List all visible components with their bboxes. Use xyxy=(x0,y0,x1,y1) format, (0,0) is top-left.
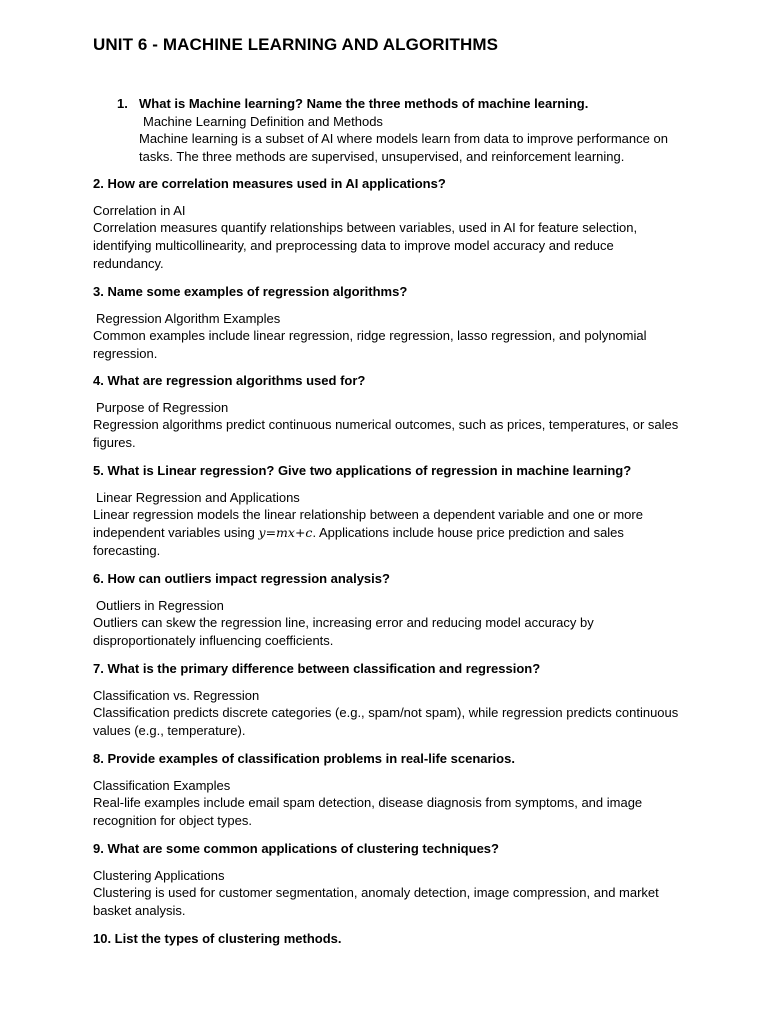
question-7: 7. What is the primary difference between classification and regression? xyxy=(93,661,541,676)
answer-2: Correlation measures quantify relationships between variables, used in AI for feature selection, identifying multicollinearity, and preprocessing data to improve model accuracy and reduce redundancy. xyxy=(93,220,638,271)
question-6: 6. How can outliers impact regression analysis? xyxy=(93,571,390,586)
question-10: 10. List the types of clustering methods. xyxy=(93,931,342,946)
answer-4: Regression algorithms predict continuous numerical outcomes, such as prices, temperatures, or sales figures. xyxy=(93,417,679,451)
question-block-1 xyxy=(93,95,683,166)
answer-5-part-2: . Applications include house price prediction and sales forecasting. xyxy=(93,525,624,558)
question-8: 8. Provide examples of classification problems in real-life scenarios. xyxy=(93,751,515,766)
answer-9: Clustering is used for customer segmentation, anomaly detection, image compression, and market basket analysis. xyxy=(93,885,659,919)
subheading-4: Purpose of Regression xyxy=(96,399,229,415)
question-5: 5. What is Linear regression? Give two applications of regression in machine learning? xyxy=(93,463,632,478)
question-3: 3. Name some examples of regression algorithms? xyxy=(93,284,408,299)
question-block-6 xyxy=(93,570,683,650)
question-9: 9. What are some common applications of clustering techniques? xyxy=(93,841,499,856)
subheading-6: Outliers in Regression xyxy=(96,597,224,613)
page-title: UNIT 6 - MACHINE LEARNING AND ALGORITHMS xyxy=(93,35,499,54)
question-block-10 xyxy=(93,930,683,948)
question-1-text: What is Machine learning? Name the three methods of machine learning. xyxy=(139,96,589,111)
subheading-1: Machine Learning Definition and Methods xyxy=(143,113,383,129)
question-block-4 xyxy=(93,372,683,452)
question-block-2 xyxy=(93,175,683,273)
answer-1: Machine learning is a subset of AI where models learn from data to improve performance on tasks. The three methods are supervised, unsupervised, and reinforcement learning. xyxy=(139,131,668,165)
question-2: 2. How are correlation measures used in AI applications? xyxy=(93,176,446,191)
question-block-5 xyxy=(93,462,683,560)
subheading-9: Clustering Applications xyxy=(93,867,225,883)
answer-5-part-1: Linear regression models the linear relationship between a dependent variable and one or more independent variables using xyxy=(93,507,643,541)
answer-7: Classification predicts discrete categories (e.g., spam/not spam), while regression predicts continuous values (e.g., temperature). xyxy=(93,705,679,739)
question-block-8 xyxy=(93,750,683,830)
subheading-8: Classification Examples xyxy=(93,777,231,793)
formula-linear: y=mx+c xyxy=(258,525,313,541)
answer-6: Outliers can skew the regression line, increasing error and reducing model accuracy by disproportionately influencing coefficients. xyxy=(93,615,594,649)
subheading-3: Regression Algorithm Examples xyxy=(96,310,281,326)
question-1 xyxy=(93,95,683,113)
answer-5 xyxy=(93,506,683,559)
question-4: 4. What are regression algorithms used for? xyxy=(93,373,366,388)
subheading-2: Correlation in AI xyxy=(93,202,186,218)
question-1-number: 1. xyxy=(117,96,128,111)
subheading-5: Linear Regression and Applications xyxy=(96,489,300,505)
subheading-7: Classification vs. Regression xyxy=(93,687,260,703)
answer-8: Real-life examples include email spam detection, disease diagnosis from symptoms, and image recognition for object types. xyxy=(93,795,643,829)
answer-3: Common examples include linear regression, ridge regression, lasso regression, and polynomial regression. xyxy=(93,328,647,362)
question-block-7 xyxy=(93,660,683,740)
question-block-9 xyxy=(93,840,683,920)
question-block-3 xyxy=(93,283,683,363)
